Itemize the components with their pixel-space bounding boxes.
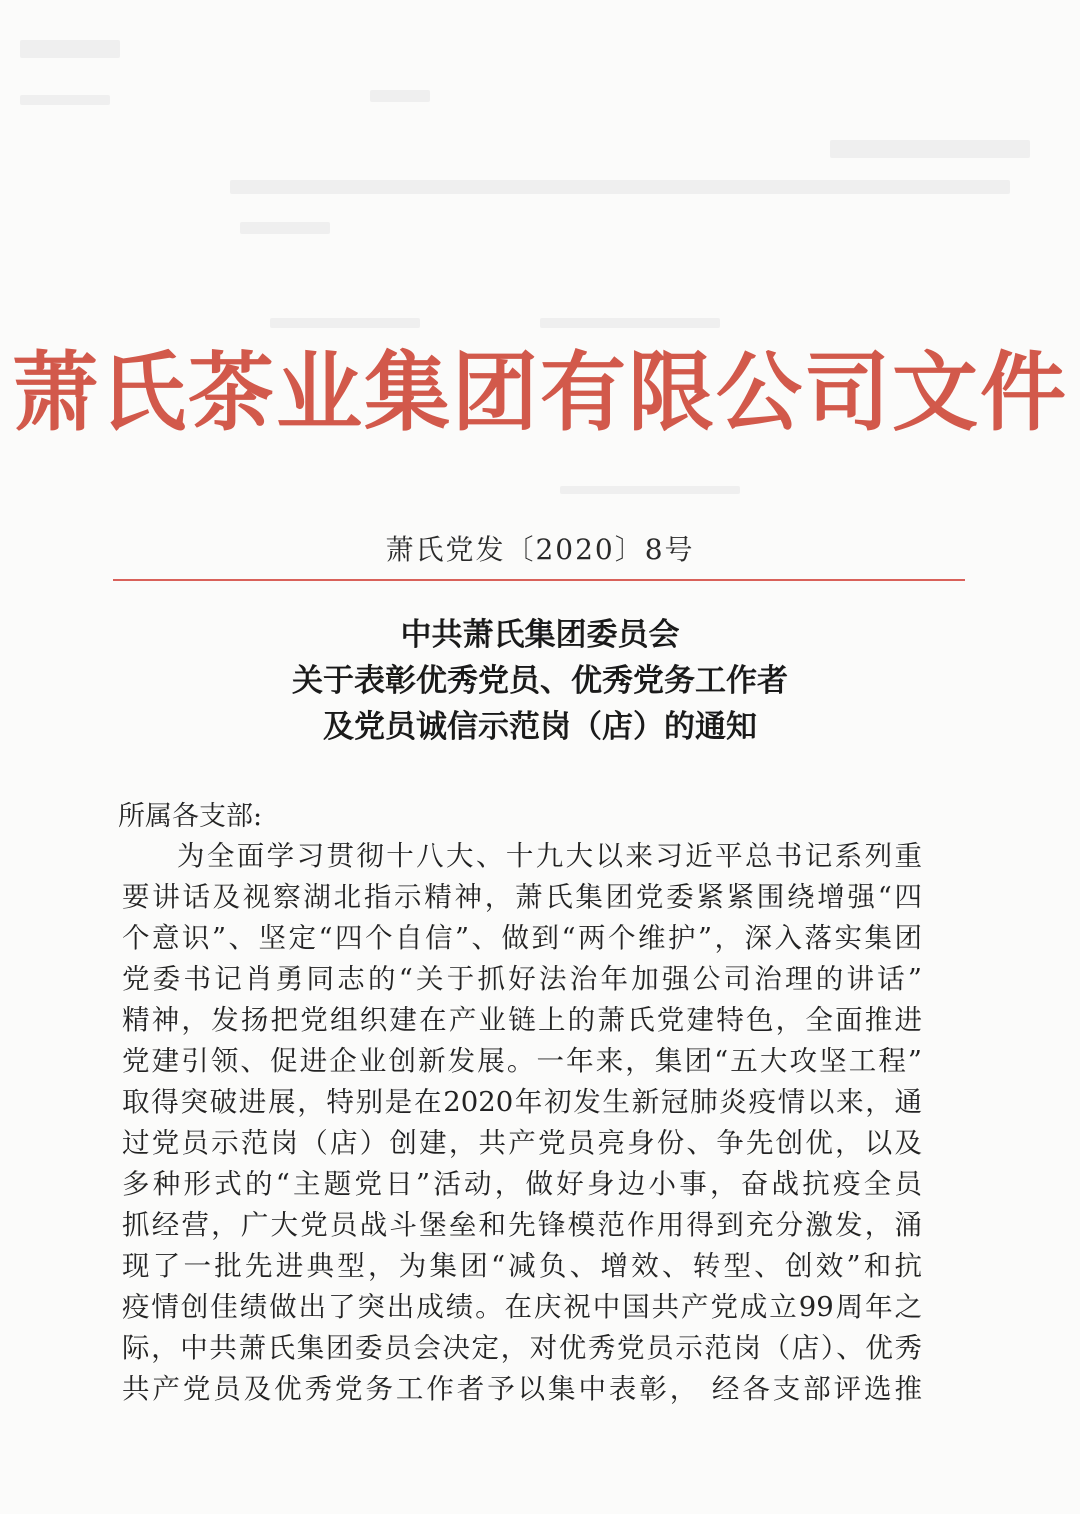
body-paragraph	[122, 836, 922, 1410]
bleed-through-mark	[560, 486, 740, 494]
body-line: 取得突破进展，特别是在2020年初发生新冠肺炎疫情以来，通	[122, 1086, 922, 1118]
body-line: 党委书记肖勇同志的“关于抓好法治年加强公司治理的讲话”	[122, 963, 922, 995]
notice-title-line: 中共萧氏集团委员会	[400, 617, 680, 653]
salutation: 所属各支部:	[118, 801, 263, 832]
body-line: 现了一批先进典型，为集团“减负、增效、转型、创效”和抗	[122, 1250, 922, 1282]
notice-title-line: 及党员诚信示范岗（店）的通知	[323, 709, 757, 745]
body-line: 为全面学习贯彻十八大、十九大以来习近平总书记系列重	[177, 840, 922, 872]
bleed-through-mark	[230, 180, 1010, 194]
document-number: 萧氏党发〔2020〕8号	[385, 533, 695, 566]
body-line: 党建引领、促进企业创新发展。一年来，集团“五大攻坚工程”	[122, 1045, 922, 1077]
body-line: 个意识”、坚定“四个自信”、做到“两个维护”，深入落实集团	[122, 922, 922, 954]
body-line: 抓经营，广大党员战斗堡垒和先锋模范作用得到充分激发，涌	[122, 1209, 922, 1241]
notice-title	[0, 612, 1080, 750]
body-line: 共产党员及优秀党务工作者予以集中表彰， 经各支部评选推	[122, 1373, 922, 1405]
body-line: 过党员示范岗（店）创建，共产党员亮身份、争先创优，以及	[122, 1127, 922, 1159]
bleed-through-mark	[370, 90, 430, 102]
body-line: 精神，发扬把党组织建在产业链上的萧氏党建特色，全面推进	[122, 1004, 922, 1036]
notice-title-line: 关于表彰优秀党员、优秀党务工作者	[292, 663, 788, 699]
bleed-through-mark	[240, 222, 330, 234]
bleed-through-mark	[20, 95, 110, 105]
bleed-through-mark	[540, 318, 720, 328]
bleed-through-mark	[270, 318, 420, 328]
header-divider-line	[113, 579, 965, 581]
body-line: 际，中共萧氏集团委员会决定，对优秀党员示范岗（店）、优秀	[122, 1332, 922, 1364]
bleed-through-mark	[830, 140, 1030, 158]
body-line: 要讲话及视察湖北指示精神，萧氏集团党委紧紧围绕增强“四	[122, 881, 922, 913]
body-line: 多种形式的“主题党日”活动，做好身边小事，奋战抗疫全员	[122, 1168, 922, 1200]
bleed-through-mark	[20, 40, 120, 58]
issuer-header: 萧氏茶业集团有限公司文件	[12, 343, 1068, 443]
body-line: 疫情创佳绩做出了突出成绩。在庆祝中国共产党成立99周年之	[122, 1291, 922, 1323]
